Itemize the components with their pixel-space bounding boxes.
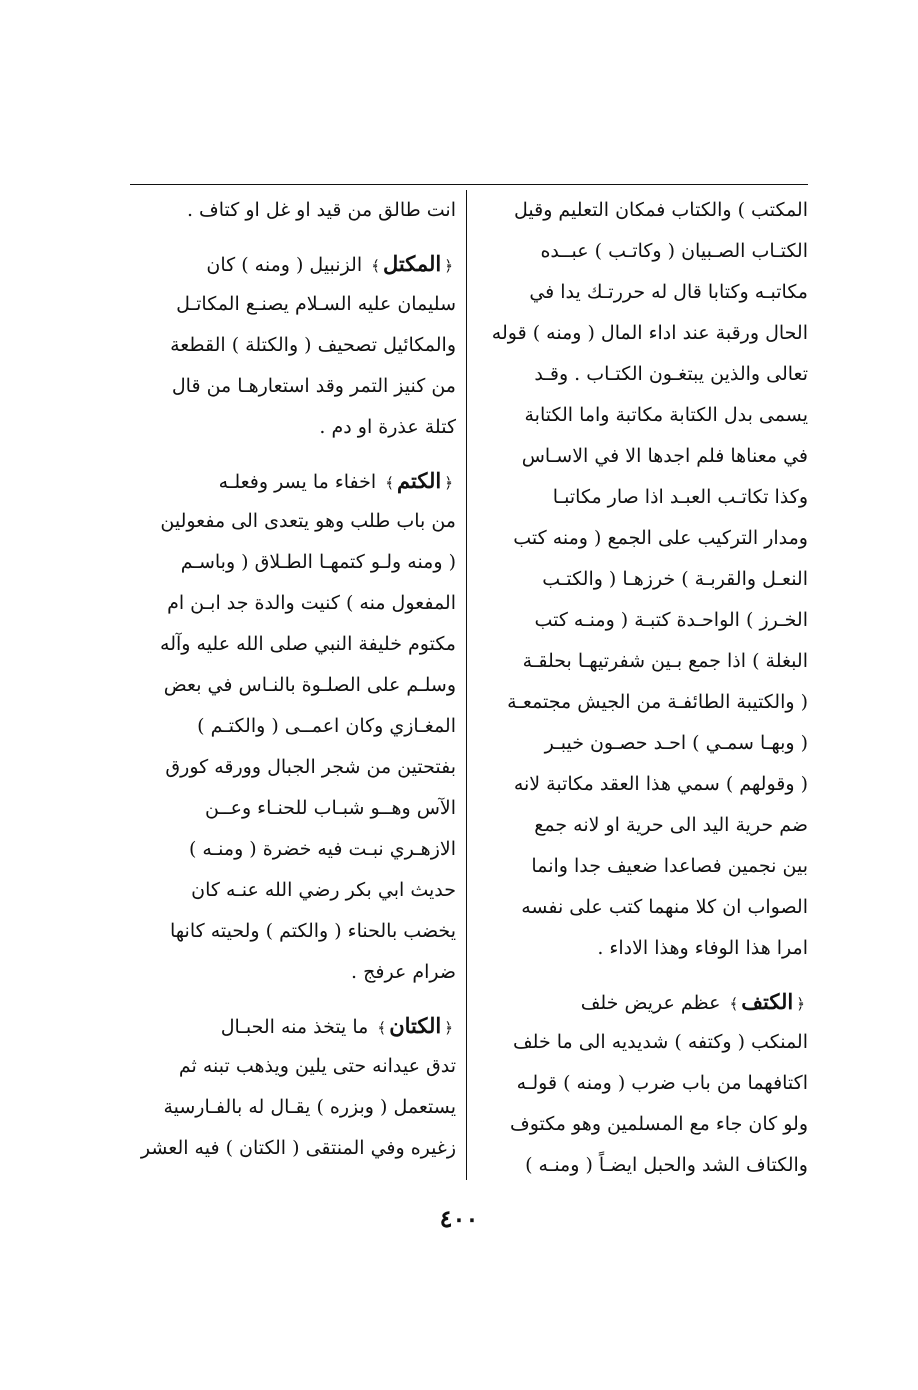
page-number: ٤٠٠ bbox=[439, 1204, 479, 1233]
text-line: والكتاف الشد والحبل ايضـاً ( ومنـه ) bbox=[525, 1154, 808, 1176]
text-line: بين نجمين فصاعدا ضعيف جدا وانما bbox=[531, 855, 808, 877]
text-line: اكتافهما من باب ضرب ( ومنه ) قولـه bbox=[516, 1072, 808, 1094]
text-line: في معناها فلم اجدها الا في الاسـاس bbox=[521, 445, 808, 467]
text-line: الصواب ان كلا منهما كتب على نفسه bbox=[521, 896, 808, 918]
text-line: ( وقولهم ) سمي هذا العقد مكاتبة لانه bbox=[513, 773, 808, 795]
headword: الكتان bbox=[389, 1013, 442, 1038]
entry-gap bbox=[482, 969, 808, 981]
text-line: ( ومنه ولـو كتمهـا الطـلاق ( وباسـم bbox=[180, 551, 456, 573]
text-line: انت طالق من قيد او غل او كتاف . bbox=[186, 199, 456, 221]
text-line: امرا هذا الوفاء وهذا الاداء . bbox=[597, 937, 808, 959]
text-line: مكاتبـه وكتابا قال له حررتـك يدا في bbox=[529, 281, 808, 303]
text-line: حديث ابي بكر رضي الله عنـه كان bbox=[191, 879, 456, 901]
text-line: والمكائيل تصحيف ( والكتلة ) القطعة bbox=[170, 334, 456, 356]
ornament-open: ﴿ bbox=[444, 474, 453, 492]
text-line: المفعول منه ) كنيت والدة جد ابـن ام bbox=[167, 592, 456, 614]
entry-gap bbox=[132, 231, 456, 243]
text-line: ومدار التركيب على الجمع ( ومنه كتب bbox=[513, 527, 808, 549]
text-line: الكتـاب الصـبيان ( وكاتـب ) عبــده bbox=[540, 240, 808, 262]
text-line: النعـل والقربـة ) خرزهـا ( والكتـب bbox=[542, 568, 808, 590]
entry-text: عظم عريض خلف bbox=[580, 992, 721, 1014]
top-rule bbox=[130, 184, 808, 185]
text-line: زغيره وفي المنتقى ( الكتان ) فيه العشر bbox=[140, 1137, 456, 1159]
text-line: تعالى والذين يبتغـون الكتـاب . وقـد bbox=[534, 363, 808, 385]
text-line: من كنيز التمر وقد استعارهـا من قال bbox=[171, 375, 456, 397]
text-line: بفتحتين من شجر الجبال وورقه كورق bbox=[165, 756, 456, 778]
entry-text: الزنبيل ( ومنه ) كان bbox=[206, 254, 363, 276]
ornament-close: ﴾ bbox=[371, 257, 380, 275]
headword: الكتف bbox=[741, 989, 794, 1014]
text-line: كتلة عذرة او دم . bbox=[319, 416, 456, 438]
text-line: يخضب بالحناء ( والكتم ) ولحيته كانها bbox=[169, 920, 456, 942]
entry-text: ما يتخذ منه الحبـال bbox=[220, 1016, 369, 1038]
text-line: تدق عيدانه حتى يلين ويذهب تبنه ثم bbox=[178, 1055, 456, 1077]
right-column bbox=[482, 190, 808, 1186]
text-line: المنكب ( وكتفه ) شديديه الى ما خلف bbox=[513, 1031, 808, 1053]
column-divider bbox=[466, 190, 467, 1180]
entry-heading-kattan bbox=[132, 1005, 456, 1046]
entry-gap bbox=[132, 993, 456, 1005]
text-line: يستعمل ( وبزره ) يقـال له بالفـارسية bbox=[163, 1096, 456, 1118]
headword: المكتل bbox=[382, 251, 442, 276]
text-line: من باب طلب وهو يتعدى الى مفعولين bbox=[160, 510, 456, 532]
ornament-open: ﴿ bbox=[444, 257, 453, 275]
text-line: مكتوم خليفة النبي صلى الله عليه وآله bbox=[160, 633, 456, 655]
ornament-close: ﴾ bbox=[377, 1019, 387, 1037]
entry-text: اخفاء ما يسر وفعلـه bbox=[218, 471, 377, 493]
text-line: يسمى بدل الكتابة مكاتبة واما الكتابة bbox=[524, 404, 808, 426]
left-column bbox=[132, 190, 456, 1169]
headword: الكتم bbox=[397, 468, 442, 493]
text-line: ( والكتيبة الطائفـة من الجيش مجتمعـة bbox=[507, 691, 808, 713]
text-line: ضم حرية اليد الى حرية او لانه جمع bbox=[534, 814, 808, 836]
text-line: الآس وهــو شبـاب للحنـاء وعــن bbox=[205, 797, 456, 819]
text-line: سليمان عليه السـلام يصنـع المكاتـل bbox=[176, 293, 456, 315]
entry-heading-katm bbox=[132, 460, 456, 501]
text-line: الازهـري نبـت فيه خضرة ( ومنـه ) bbox=[188, 838, 456, 860]
text-line: الخـرز ) الواحـدة كتبـة ( ومنـه كتب bbox=[534, 609, 808, 631]
text-line: البغلة ) اذا جمع بـين شفرتيهـا بحلقـة bbox=[522, 650, 808, 672]
text-line: المكتب ) والكتاب فمكان التعليم وقيل bbox=[513, 199, 808, 221]
ornament-close: ﴾ bbox=[385, 474, 395, 492]
entry-gap bbox=[132, 448, 456, 460]
text-line: وكذا تكاتـب العبـد اذا صار مكاتبـا bbox=[552, 486, 808, 508]
text-line: ( وبهـا سمـي ) احـد حصـون خيبـر bbox=[544, 732, 808, 754]
ornament-open: ﴿ bbox=[796, 995, 805, 1013]
entry-heading-miktal bbox=[132, 243, 456, 284]
text-line: المغـازي وكان اعمــى ( والكتـم ) bbox=[197, 715, 456, 737]
text-line: الحال ورقبة عند اداء المال ( ومنه ) قوله bbox=[491, 322, 808, 344]
text-line: ضرام عرفج . bbox=[351, 961, 456, 983]
ornament-close: ﴾ bbox=[729, 995, 739, 1013]
text-line: وسلـم على الصلـوة بالنـاس في بعض bbox=[163, 674, 456, 696]
text-line: ولو كان جاء مع المسلمين وهو مكتوف bbox=[510, 1113, 808, 1135]
entry-heading-katf bbox=[482, 981, 808, 1022]
ornament-open: ﴿ bbox=[444, 1019, 453, 1037]
